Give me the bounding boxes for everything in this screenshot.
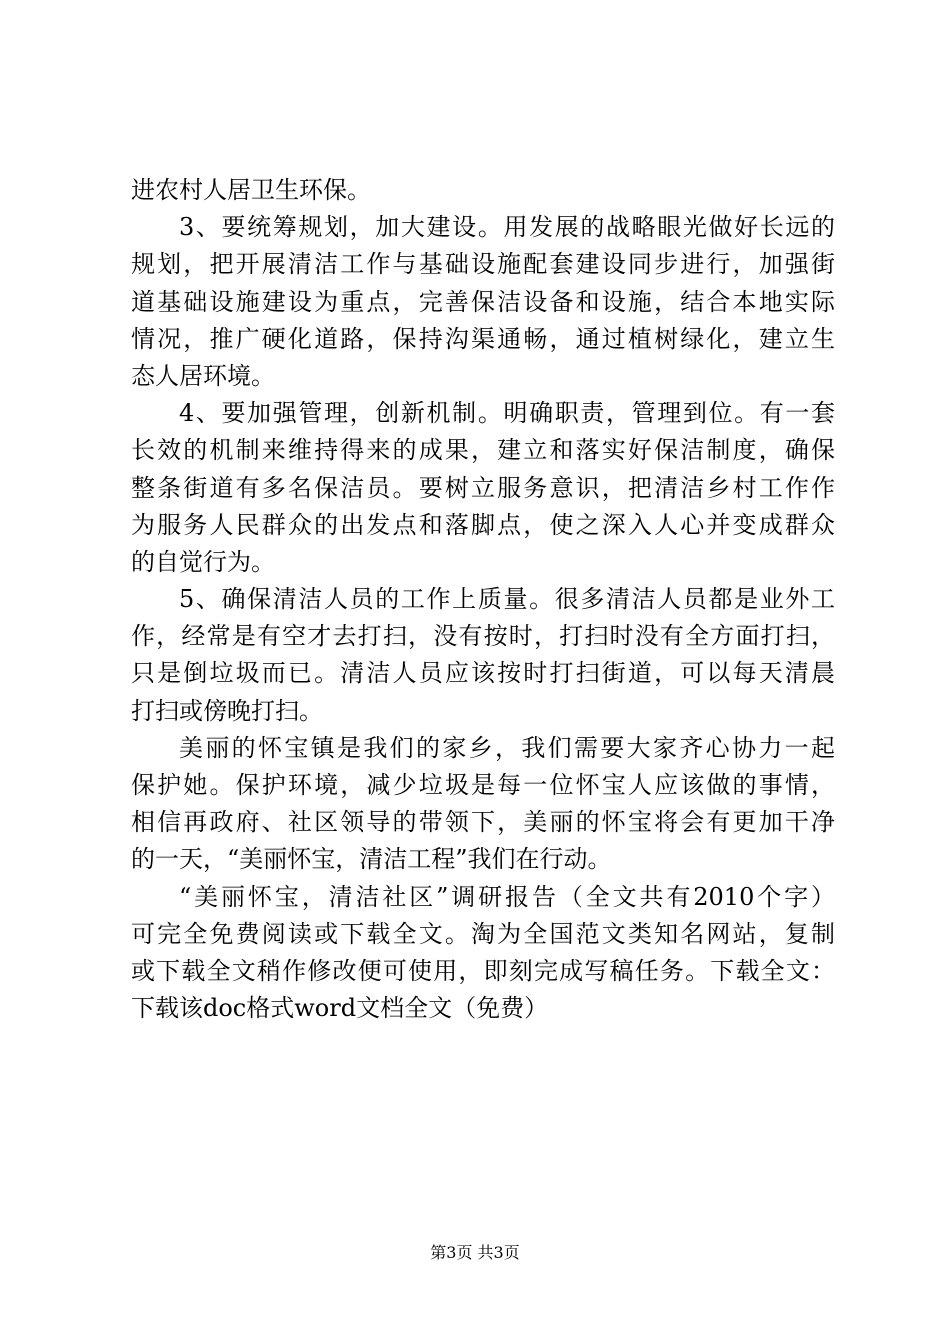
paragraph-4-line-3: 的一天，“美丽怀宝，清洁工程”我们在行动。 xyxy=(131,845,612,874)
page-number-footer: 第3页 共3页 xyxy=(430,1243,520,1262)
paragraph-5-line-0: “美丽怀宝，清洁社区”调研报告（全文共有2010个字） xyxy=(179,882,835,911)
paragraph-1-line-3: 情况，推广硬化道路，保持沟渠通畅，通过植树绿化，建立生 xyxy=(131,324,835,353)
paragraph-4-line-0: 美丽的怀宝镇是我们的家乡，我们需要大家齐心协力一起 xyxy=(179,733,835,762)
paragraph-5-line-2: 或下载全文稍作修改便可使用，即刻完成写稿任务。下载全文： xyxy=(131,956,835,985)
paragraph-2-line-2: 整条街道有多名保洁员。要树立服务意识，把清洁乡村工作作 xyxy=(131,473,835,502)
paragraph-3-line-3: 打扫或傍晚打扫。 xyxy=(131,696,323,725)
paragraph-2-line-0: 4、要加强管理，创新机制。明确职责，管理到位。有一套 xyxy=(179,399,835,428)
paragraph-3-line-2: 只是倒垃圾而已。清洁人员应该按时打扫街道，可以每天清晨 xyxy=(131,659,835,688)
paragraph-1-line-0: 3、要统筹规划，加大建设。用发展的战略眼光做好长远的 xyxy=(179,213,835,242)
paragraph-2-line-4: 的自觉行为。 xyxy=(131,547,275,576)
paragraph-5-line-3: 下载该doc格式word文档全文（免费） xyxy=(131,994,549,1023)
paragraph-1-line-2: 道基础设施建设为重点，完善保洁设备和设施，结合本地实际 xyxy=(131,287,835,316)
paragraph-4-line-1: 保护她。保护环境，减少垃圾是每一位怀宝人应该做的事情， xyxy=(131,771,835,799)
paragraph-3-line-0: 5、确保清洁人员的工作上质量。很多清洁人员都是业外工 xyxy=(179,585,835,614)
paragraph-3-line-1: 作，经常是有空才去打扫，没有按时，打扫时没有全方面打扫， xyxy=(131,622,835,651)
paragraph-5-line-1: 可完全免费阅读或下载全文。淘为全国范文类知名网站，复制 xyxy=(131,919,835,948)
paragraph-0-line-0: 进农村人居卫生环保。 xyxy=(131,176,371,204)
paragraph-1-line-1: 规划，把开展清洁工作与基础设施配套建设同步进行，加强街 xyxy=(131,250,835,279)
body-text xyxy=(131,172,835,1027)
paragraph-4-line-2: 相信再政府、社区领导的带领下，美丽的怀宝将会有更加干净 xyxy=(131,808,835,837)
paragraph-1-line-4: 态人居环境。 xyxy=(131,361,275,390)
paragraph-2-line-3: 为服务人民群众的出发点和落脚点，使之深入人心并变成群众 xyxy=(131,510,835,539)
paragraph-2-line-1: 长效的机制来维持得来的成果，建立和落实好保洁制度，确保 xyxy=(131,436,835,465)
